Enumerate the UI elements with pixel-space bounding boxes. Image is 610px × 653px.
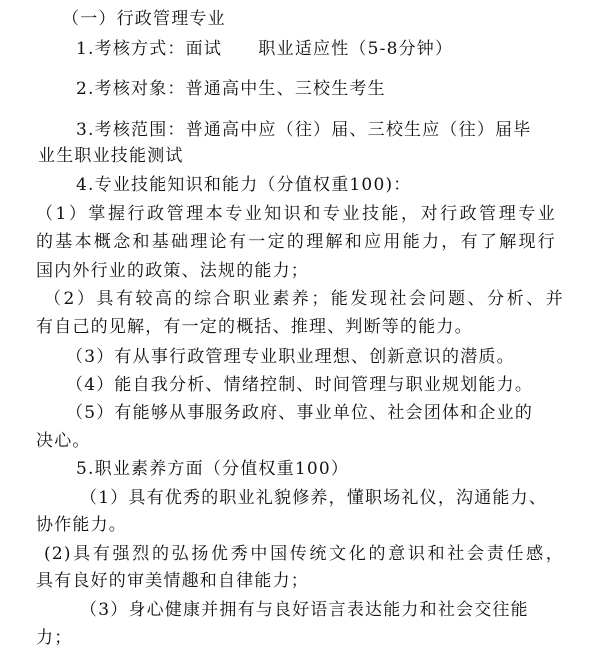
skills-heading: 4.专业技能知识和能力（分值权重100)： xyxy=(76,175,412,195)
exam-scope-line-2: 业生职业技能测试 xyxy=(38,146,184,166)
skills-item-4: （4）能自我分析、情绪控制、时间管理与职业规划能力。 xyxy=(66,375,534,395)
literacy-item-2-line-2: 具有良好的审美情趣和自律能力； xyxy=(36,571,309,591)
exam-method-line: 1.考核方式：面试 职业适应性（5-8分钟） xyxy=(76,39,454,59)
skills-item-1-line-3: 国内外行业的政策、法规的能力； xyxy=(36,261,309,281)
skills-item-5-line-2: 决心。 xyxy=(36,431,91,451)
literacy-item-3-line-2: 力； xyxy=(36,628,73,648)
literacy-item-2-line-1: (2)具有强烈的弘扬优秀中国传统文化的意识和社会责任感， xyxy=(44,544,564,564)
skills-item-3: （3）有从事行政管理专业职业理想、创新意识的潜质。 xyxy=(66,347,515,367)
literacy-heading: 5.职业素养方面（分值权重100） xyxy=(76,459,350,479)
skills-item-1-line-1: （1）掌握行政管理本专业知识和专业技能，对行政管理专业 xyxy=(36,204,556,224)
literacy-item-1-line-1: （1）具有优秀的职业礼貌修养，懂职场礼仪，沟通能力、 xyxy=(80,488,548,508)
section-heading: （一）行政管理专业 xyxy=(62,9,226,29)
literacy-item-3-line-1: （3）身心健康并拥有与良好语言表达能力和社会交往能 xyxy=(80,600,529,620)
exam-scope-line-1: 3.考核范围：普通高中应（往）届、三校生应（往）届毕 xyxy=(76,120,532,140)
exam-target-line: 2.考核对象：普通高中生、三校生考生 xyxy=(76,79,386,99)
skills-item-5-line-1: （5）有能够从事服务政府、事业单位、社会团体和企业的 xyxy=(66,403,534,423)
skills-item-1-line-2: 的基本概念和基础理论有一定的理解和应用能力，有了解现行 xyxy=(36,232,556,252)
literacy-item-1-line-2: 协作能力。 xyxy=(36,515,127,535)
skills-item-2-line-1: （2）具有较高的综合职业素养；能发现社会问题、分析、并 xyxy=(44,289,564,309)
skills-item-2-line-2: 有自己的见解，有一定的概括、推理、判断等的能力。 xyxy=(36,317,473,337)
